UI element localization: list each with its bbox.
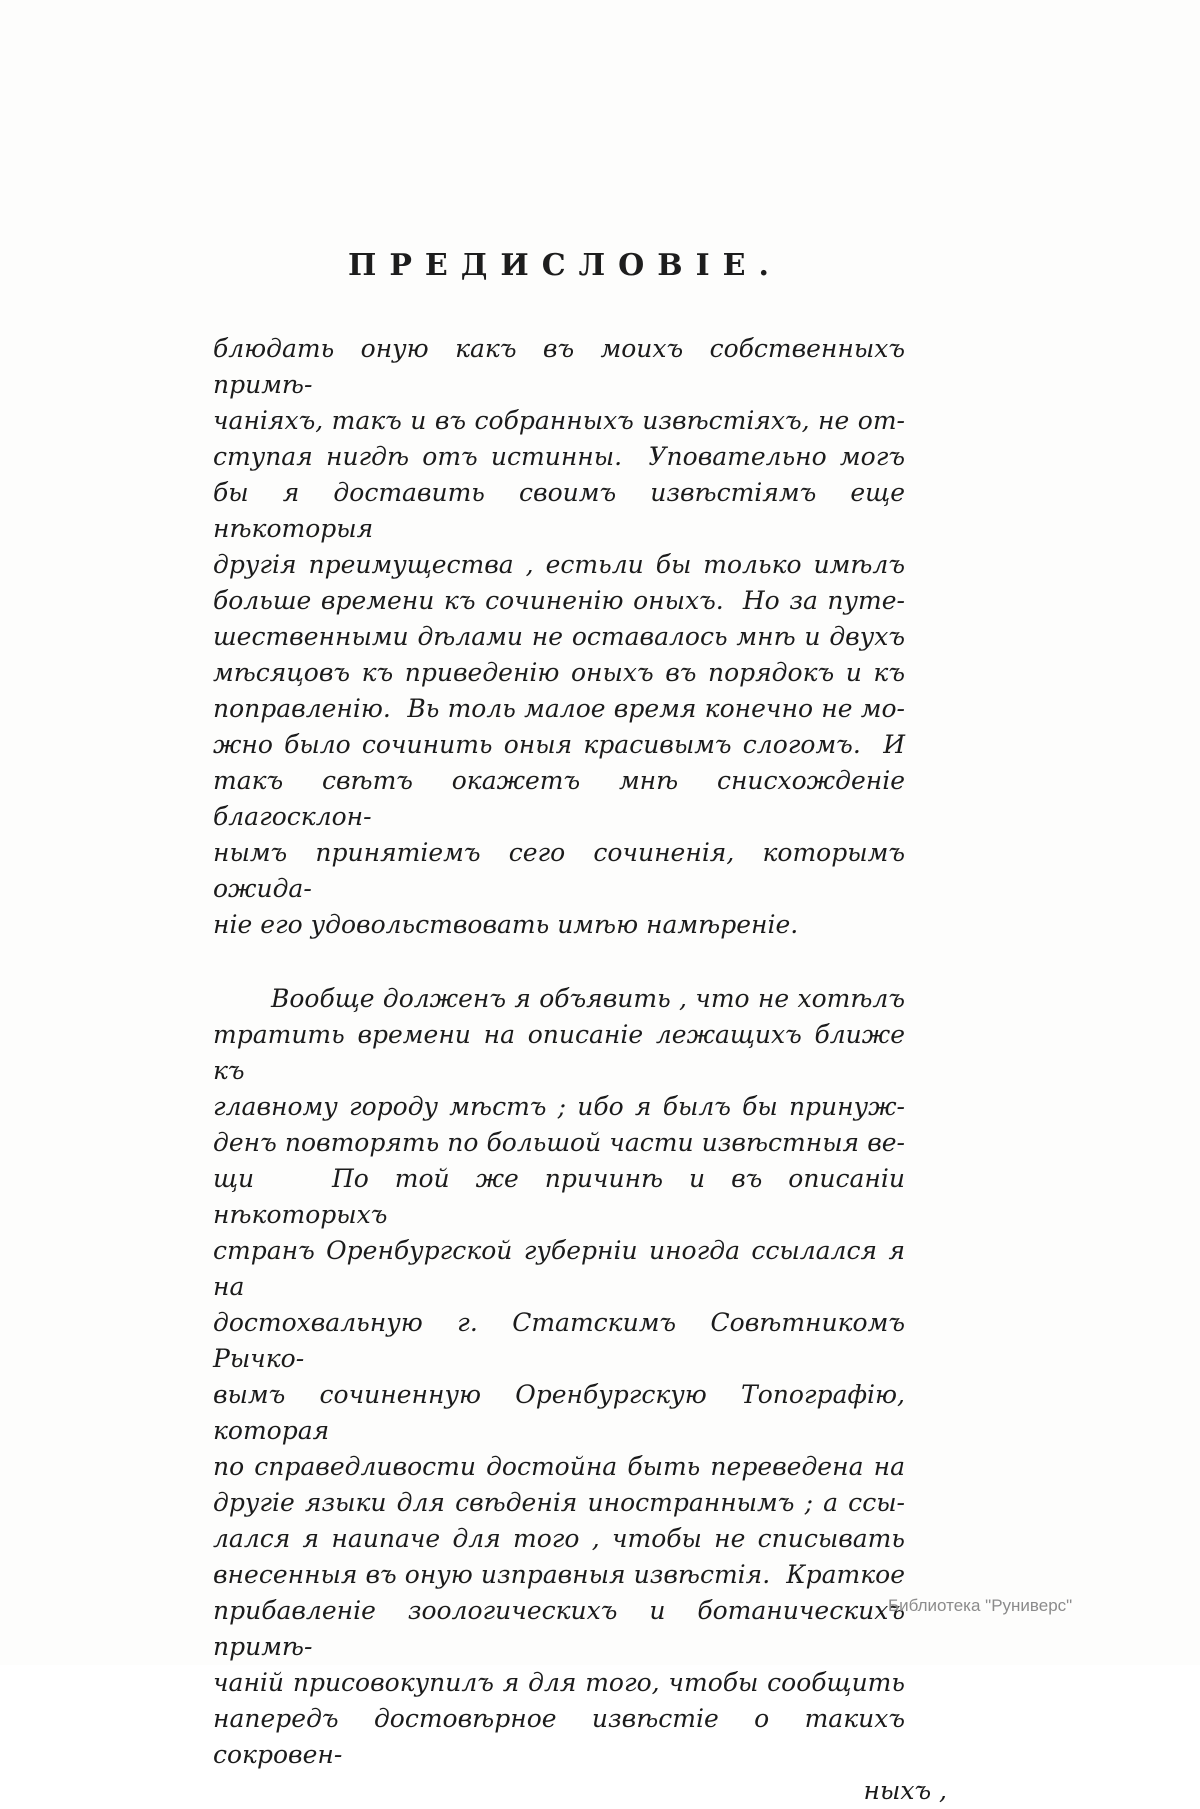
text-line: чаній присовокупилъ я для того, чтобы сообщить [213,1668,905,1697]
text-line: прибавленіе зоологическихъ и ботаническихъ примѣ- [213,1596,905,1661]
text-line: ступая нигдѣ отъ истинны. Уповательно могъ [213,442,905,471]
text-line: чаніяхъ, такъ и въ собранныхъ извѣстіяхъ, не от- [213,406,905,435]
text-line: другія преимущества , естьли бы только имѣлъ [213,550,905,579]
text-line: главному городу мѣстъ ; ибо я былъ бы принуж- [213,1092,905,1121]
text-line: другіе языки для свѣденія иностраннымъ ; а ссы- [213,1488,905,1517]
text-line: Вообще долженъ я объявить , что не хотѣлъ [271,984,905,1013]
text-line: щи По той же причинѣ и въ описаніи нѣкоторыхъ [213,1164,905,1229]
text-line: странъ Оренбургской губерніи иногда ссылался я на [213,1236,905,1301]
text-line: тратить времени на описаніе лежащихъ ближе къ [213,1020,905,1085]
text-line: жно было сочинить оныя красивымъ слогомъ. И [213,730,905,759]
text-line: шественными дѣлами не оставалось мнѣ и двухъ [213,622,905,651]
text-line: такъ свѣтъ окажетъ мнѣ снисхожденіе благосклон- [213,766,905,831]
text-line: поправленію. Вь толь малое время конечно не мо- [213,694,905,723]
text-line: напередъ достовѣрное извѣстіе о такихъ сокровен- [213,1704,905,1769]
text-line: мѣсяцовъ къ приведенію оныхъ въ порядокъ и къ [213,658,905,687]
library-watermark: Библиотека "Руниверс" [888,1596,1073,1615]
text-line: ніе его удовольствовать имѣю намѣреніе. [213,910,799,939]
text-line: блюдать оную какъ въ моихъ собственныхъ примѣ- [213,334,905,399]
text-line: денъ повторять по большой части извѣстныя ве- [213,1128,905,1157]
page-title: ПРЕДИСЛОВІЕ. [347,248,782,283]
paragraph-2 [213,981,905,1773]
text-line: достохвальную г. Статскимъ Совѣтникомъ Рычко- [213,1308,905,1373]
text-line: внесенныя въ оную изправныя извѣстія. Краткое [213,1560,905,1589]
text-line: вымъ сочиненную Оренбургскую Топографію, которая [213,1380,905,1445]
text-line: лался я наипаче для того , чтобы не списывать [213,1524,905,1553]
catchword: ныхъ , [863,1776,947,1805]
text-line: больше времени къ сочиненію оныхъ. Но за путе- [213,586,905,615]
text-line: по справедливости достойна быть переведена на [213,1452,905,1481]
paragraph-1 [213,331,905,943]
text-line: бы я доставить своимъ извѣстіямъ еще нѣкоторыя [213,478,905,543]
text-line: нымъ принятіемъ сего сочиненія, которымъ ожида- [213,838,905,903]
page-body [213,331,947,1809]
